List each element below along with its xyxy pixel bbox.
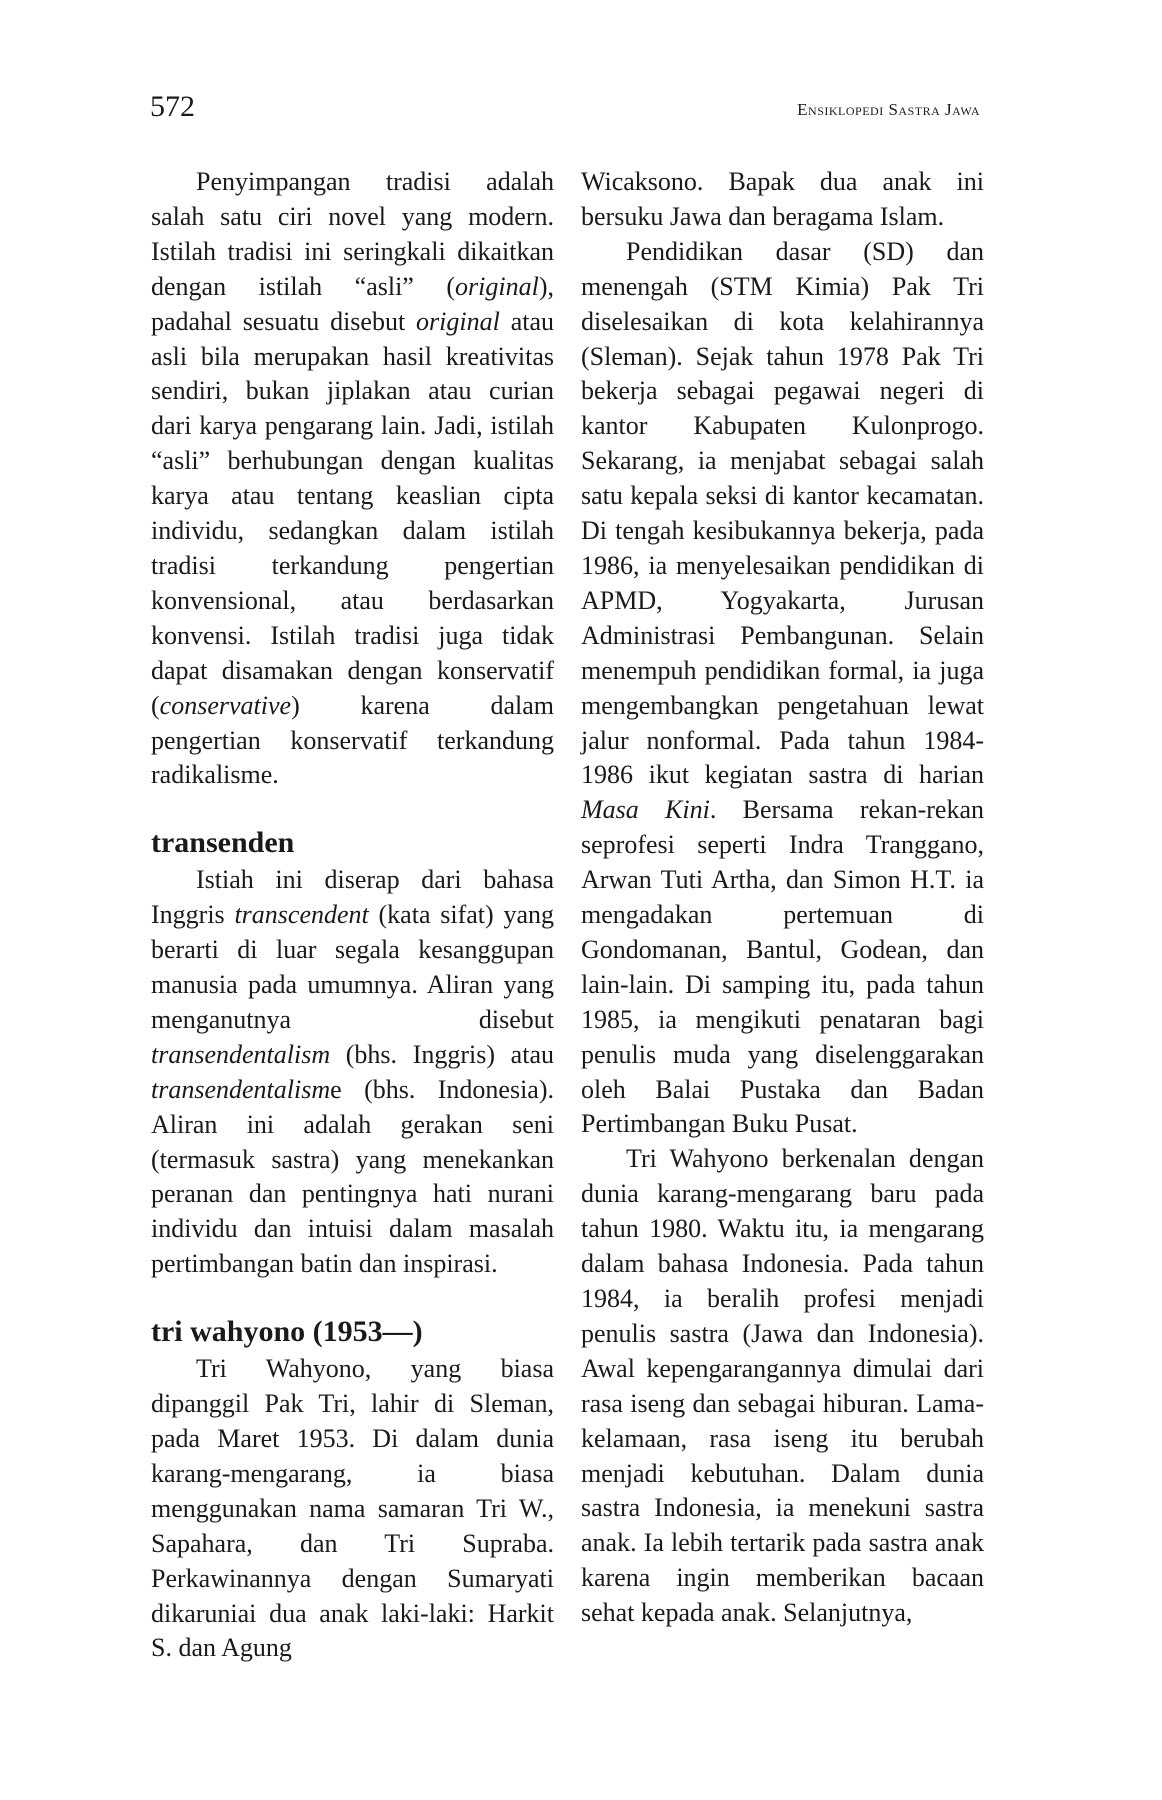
left-column [151, 165, 554, 1666]
paragraph-writing-career: Tri Wahyono berkenalan dengan dunia karang-mengarang baru pada tahun 1980. Waktu itu, ia mengarang dalam bahasa Indonesia. Pada tahun 1984, ia beralih profesi menjadi penulis sastra (Jawa dan Indonesia). Awal kepengarangannya dimulai dari rasa iseng dan sebagai hiburan. Lama-kelamaan, rasa iseng itu berubah menjadi kebutuhan. Dalam dunia sastra Indonesia, ia menekuni sastra anak. Ia lebih tertarik pada sastra anak karena ingin memberikan bacaan sehat kepada anak. Selanjutnya, [581, 1144, 984, 1628]
paragraph-continuation: Wicaksono. Bapak dua anak ini bersuku Jawa dan beragama Islam. [581, 167, 984, 231]
entry-text-tri-wahyono: Tri Wahyono, yang biasa dipanggil Pak Tri, lahir di Sleman, pada Maret 1953. Di dalam dunia karang-mengarang, ia biasa menggunakan nama samaran Tri W., Sapahara, dan Tri Supraba. Perkawinannya dengan Sumaryati dikaruniai dua anak laki-laki: Harkit S. dan Agung [151, 1354, 554, 1663]
entry-title-transenden: transenden [151, 826, 295, 860]
entry-text-transenden: Istiah ini diserap dari bahasa Inggris transcendent (kata sifat) yang berarti di luar segala kesanggupan manusia pada umumnya. Aliran yang menganutnya disebut transendentalism (bhs. Inggris) atau transendentalisme (bhs. Indonesia). Aliran ini adalah gerakan seni (termasuk sastra) yang menekankan peranan dan pentingnya hati nurani individu dan intuisi dalam masalah pertimbangan batin dan inspirasi. [151, 865, 554, 1279]
right-column [581, 165, 984, 1631]
intro-paragraph: Penyimpangan tradisi adalah salah satu ciri novel yang modern. Istilah tradisi ini seringkali dikaitkan dengan istilah “asli” (original), padahal sesuatu disebut original atau asli bila merupakan hasil kreativitas sendiri, bukan jiplakan atau curian dari karya pengarang lain. Jadi, istilah “asli” berhubungan dengan kualitas karya atau tentang keaslian cipta individu, sedangkan dalam istilah tradisi terkandung pengertian konvensional, atau berdasarkan konvensi. Istilah tradisi juga tidak dapat disamakan dengan konservatif (conservative) karena dalam pengertian konservatif terkandung radikalisme. [151, 167, 554, 790]
entry-title-tri-wahyono: tri wahyono (1953—) [151, 1315, 423, 1349]
running-title: Ensiklopedi Sastra Jawa [797, 100, 980, 119]
paragraph-education: Pendidikan dasar (SD) dan menengah (STM Kimia) Pak Tri diselesaikan di kota kelahirannya (Sleman). Sejak tahun 1978 Pak Tri bekerja sebagai pegawai negeri di kantor Kabupaten Kulonprogo. Sekarang, ia menjabat sebagai salah satu kepala seksi di kantor kecamatan. Di tengah kesibukannya bekerja, pada 1986, ia menyelesaikan pendidikan di APMD, Yogyakarta, Jurusan Administrasi Pembangunan. Selain menempuh pendidikan formal, ia juga mengembangkan pengetahuan lewat jalur nonformal. Pada tahun 1984-1986 ikut kegiatan sastra di harian Masa Kini. Bersama rekan-rekan seprofesi seperti Indra Tranggano, Arwan Tuti Artha, dan Simon H.T. ia mengadakan pertemuan di Gondomanan, Bantul, Godean, dan lain-lain. Di samping itu, pada tahun 1985, ia mengikuti penataran bagi penulis muda yang diselenggarakan oleh Balai Pustaka dan Badan Pertimbangan Buku Pusat. [581, 236, 984, 1139]
page-number: 572 [150, 90, 195, 123]
